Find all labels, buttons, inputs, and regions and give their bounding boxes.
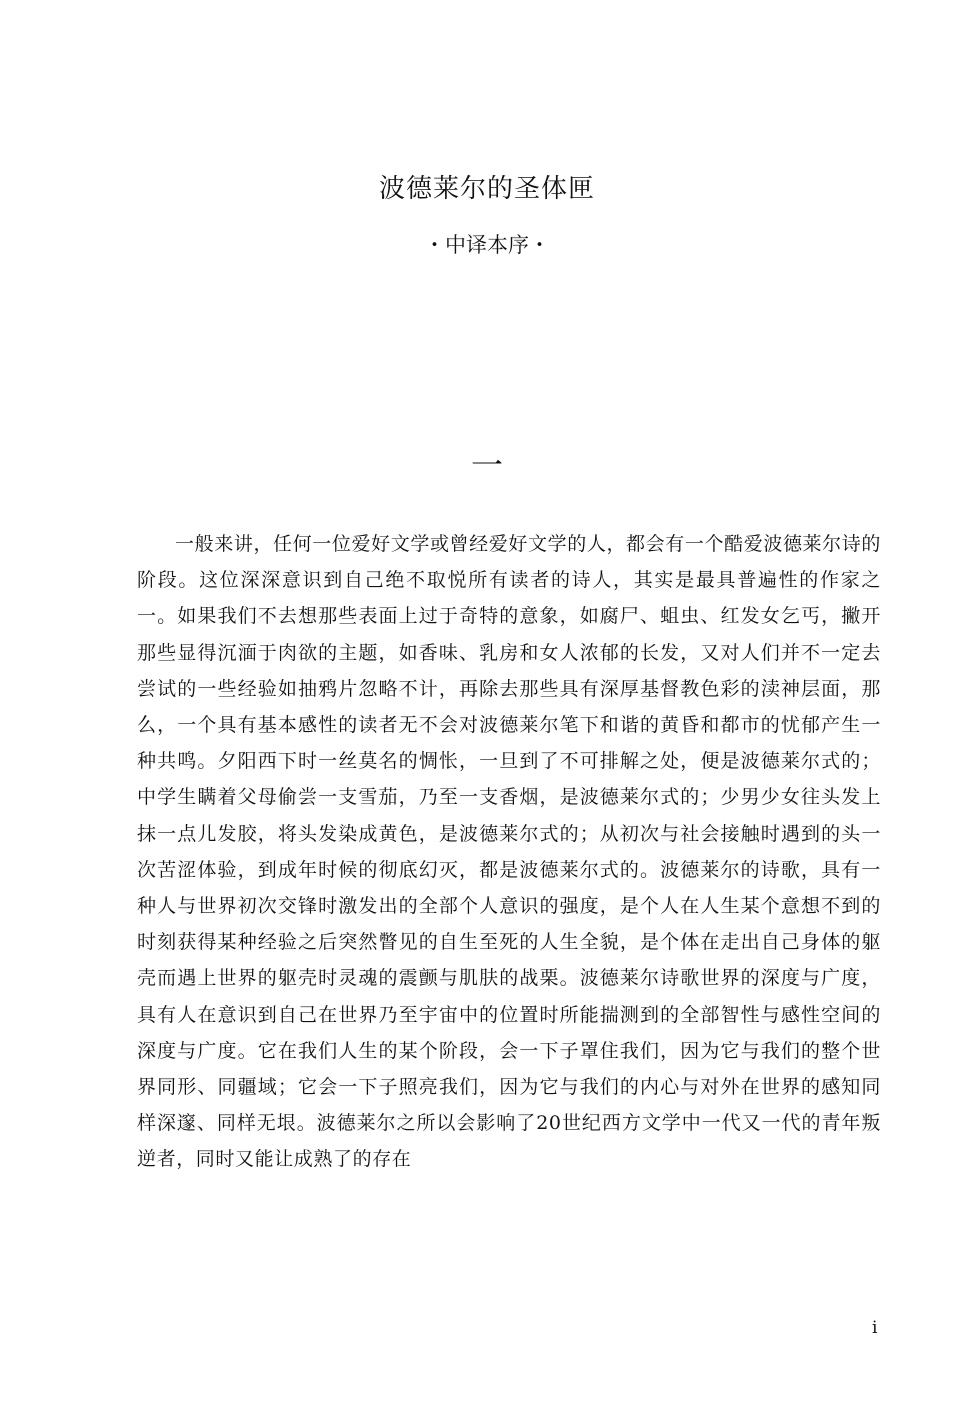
page-title: 波德莱尔的圣体匣 — [378, 174, 595, 204]
section-number: 一 — [470, 446, 503, 484]
body-paragraph: 一般来讲，任何一位爱好文学或曾经爱好文学的人，都会有一个酷爱波德莱尔诗的阶段。这位深深意识到自己绝不取悦所有读者的诗人，其实是最具普遍性的作家之一。如果我们不去想那些表面上过于奇特的意象，如腐尸、蛆虫、红发女乞丐，撇开那些显得沉湎于肉欲的主题，如香味、乳房和女人浓郁的长发，又对人们并不一定去尝试的一些经验如抽鸦片忽略不计，再除去那些具有深厚基督教色彩的渎神层面，那么，一个具有基本感性的读者无不会对波德莱尔笔下和谐的黄昏和都市的忧郁产生一种共鸣。夕阳西下时一丝莫名的惆怅，一旦到了不可排解之处，便是波德莱尔式的；中学生瞒着父母偷尝一支雪茄，乃至一支香烟，是波德莱尔式的；少男少女往头发上抹一点儿发胶，将头发染成黄色，是波德莱尔式的；从初次与社会接触时遇到的头一次苦涩体验，到成年时候的彻底幻灭，都是波德莱尔式的。波德莱尔的诗歌，具有一种人与世界初次交锋时激发出的全部个人意识的强度，是个人在人生某个意想不到的时刻获得某种经验之后突然瞥见的自生至死的人生全貌，是个体在走出自己身体的躯壳而遇上世界的躯壳时灵魂的震颤与肌肤的战栗。波德莱尔诗歌世界的深度与广度，具有人在意识到自己在世界乃至宇宙中的位置时所能揣测到的全部智性与感性空间的深度与广度。它在我们人生的某个阶段，会一下子罩住我们，因为它与我们的整个世界同形、同疆域；它会一下子照亮我们，因为它与我们的内心与对外在世界的感知同样深邃、同样无垠。波德莱尔之所以会影响了20世纪西方文学中一代又一代的青年叛逆者，同时又能让成熟了的存在 — [137, 533, 881, 1171]
page-subtitle: ・中译本序・ — [424, 233, 550, 257]
page-number: i — [872, 1318, 878, 1338]
